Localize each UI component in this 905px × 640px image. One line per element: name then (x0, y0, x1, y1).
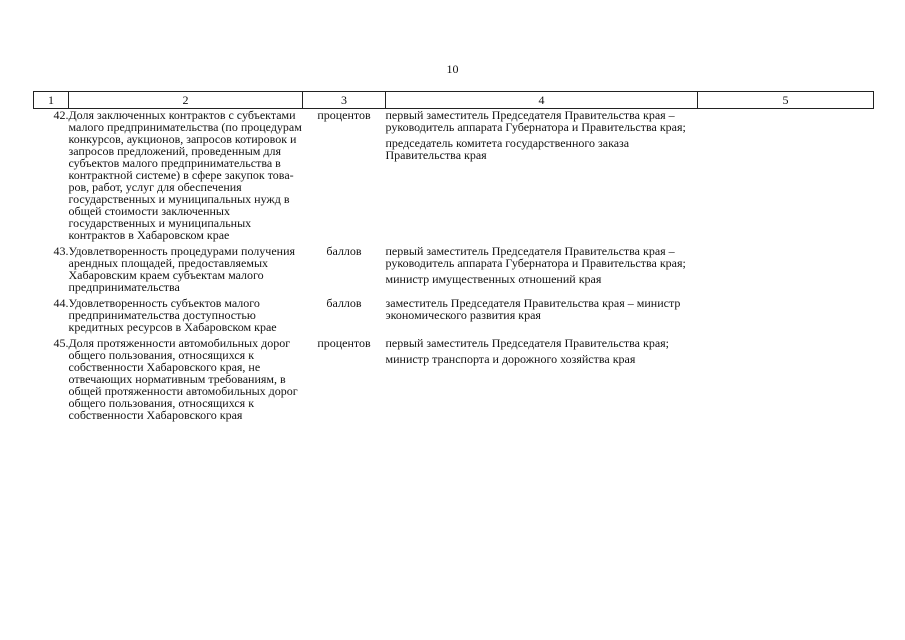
page-number: 10 (446, 62, 459, 76)
responsible-cell (386, 297, 698, 337)
header-col-3: 3 (303, 92, 386, 109)
indicator-text: Доля заключенных контрактов с субъектами малого предпринимательства (по процедурам конкурсов, аукционов, запросов котировок и запросов предложений, проведенным для субъектов малого предпринимательства в контрактной системе) в сфере закупок товаров, работ, услуг для обеспечения государственных и муниципальных нужд в общей стоимости заключенных государственных и муниципальных контрактов в Хабаровском крае (68, 108, 302, 242)
row-number: 44. (53, 296, 69, 310)
responsible-cell (386, 245, 698, 297)
row-number: 42. (53, 108, 69, 122)
row-number: 45. (53, 336, 69, 350)
table-row (34, 245, 874, 297)
responsible-entry: первый заместитель Председателя Правительства края – руководитель аппарата Губернатора и Правительства края; (385, 108, 686, 134)
indicators-table (33, 91, 874, 425)
table-row (34, 109, 874, 246)
header-col-5: 5 (698, 92, 874, 109)
row-number: 43. (53, 244, 69, 258)
table-header-row (34, 92, 874, 109)
header-col-2: 2 (69, 92, 303, 109)
responsible-entry: министр транспорта и дорожного хозяйства края (385, 352, 636, 366)
note-cell (698, 245, 874, 297)
responsible-entry: первый заместитель Председателя Правительства края; (385, 336, 670, 350)
header-col-1: 1 (34, 92, 69, 109)
indicator-text: Удовлетворенность процедурами получения арендных площадей, предоставляемых Хабаровским краем субъектам малого предпринимательства (68, 244, 296, 294)
responsible-entry: первый заместитель Председателя Правительства края – руководитель аппарата Губернатора и Правительства края; (385, 244, 686, 270)
header-col-4: 4 (386, 92, 698, 109)
unit-text: процентов (317, 108, 371, 122)
responsible-entry: министр имущественных отношений края (385, 272, 602, 286)
table-row (34, 337, 874, 425)
indicator-text: Удовлетворенность субъектов малого предпринимательства доступностью кредитных ресурсов в Хабаровском крае (68, 296, 277, 334)
responsible-cell (386, 337, 698, 425)
indicator-text: Доля протяженности автомобильных дорог общего пользования, относящихся к собственности Хабаровского края, не отвечающих нормативным требованиям, в общей протяженности автомобильных дорог общего пользования, относящихся к собственности Хабаровского края (68, 336, 298, 422)
unit-text: баллов (326, 296, 362, 310)
unit-text: баллов (326, 244, 362, 258)
responsible-entry: председатель комитета государственного заказа Правительства края (385, 136, 630, 162)
note-cell (698, 297, 874, 337)
note-cell (698, 337, 874, 425)
table-row (34, 297, 874, 337)
responsible-cell (386, 109, 698, 246)
responsible-entry: заместитель Председателя Правительства края – министр экономического развития края (385, 296, 681, 322)
unit-text: процентов (317, 336, 371, 350)
note-cell (698, 109, 874, 246)
